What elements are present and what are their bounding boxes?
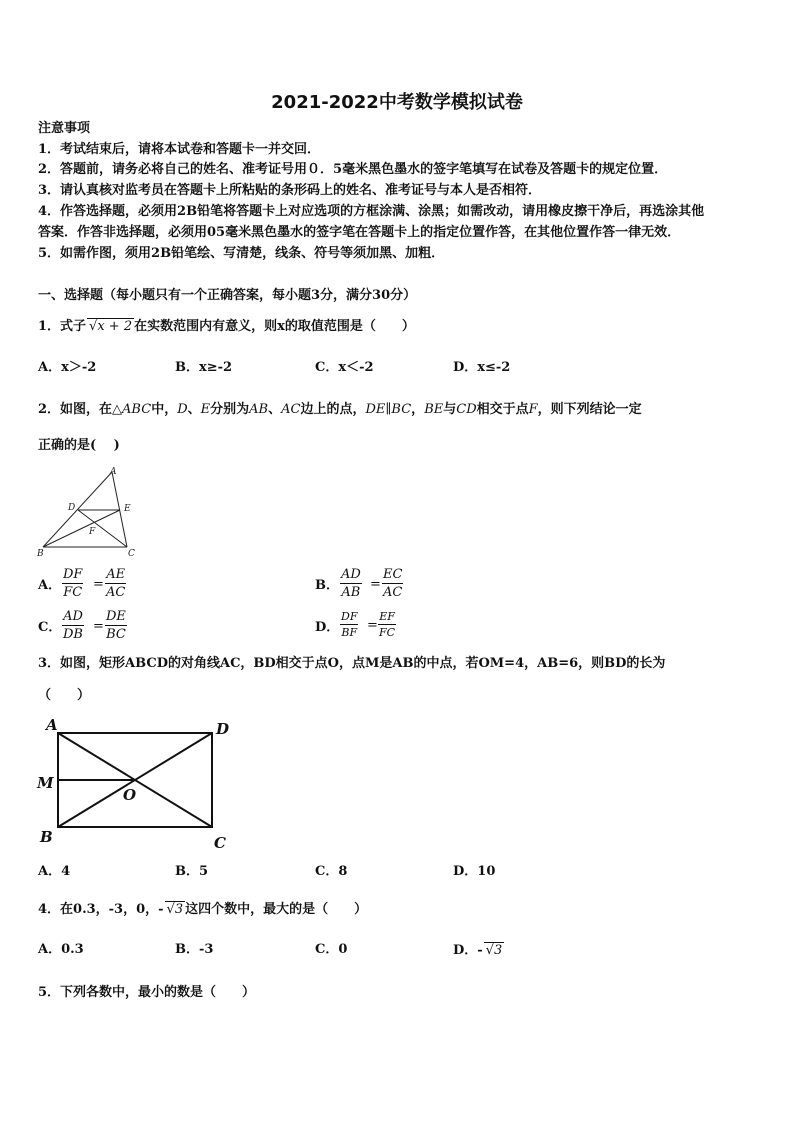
label-a: A [46,716,58,734]
label-e: E [124,504,131,514]
label-o: O [123,786,137,804]
q3-option-b: B．5 [175,864,209,879]
q2-parallel: DE∥BC [365,402,412,417]
page-title: 2021-2022中考数学模拟试卷 [271,92,523,113]
notice-line: 1．考试结束后，请将本试卷和答题卡一并交回． [38,142,321,157]
q2-point-f: F [528,402,538,417]
label-c: C [128,549,135,558]
numerator: AE [106,567,126,582]
numerator: EC [383,567,403,582]
question-5: 5．下列各数中，最小的数是（ ） [38,985,256,1000]
q2-text: 、 [187,402,201,417]
q3-option-c: C．8 [315,864,348,879]
denominator: BC [106,627,126,642]
equals-sign: = [370,577,381,592]
q2-text: 相交于点 [476,402,529,417]
equals-sign: = [93,577,104,592]
denominator: AC [383,585,403,600]
q2-segment-cd: CD [456,402,477,417]
label-m: M [37,774,54,792]
q4-option-d [453,942,504,959]
q2-option-b-label: B． [315,578,339,593]
q4-option-a: A．0.3 [38,942,84,957]
q2-option-a-label: A． [38,578,62,593]
q2-side-ab: AB [249,402,269,417]
denominator: AB [341,585,361,600]
segment-be [43,510,120,547]
label-b: B [40,828,53,846]
label-f: F [89,527,96,537]
notice-line: 3．请认真核对监考员在答题卡上所粘贴的条形码上的姓名、准考证号与本人是否相符． [38,183,542,198]
q1-option-c: C．x＜-2 [315,360,374,375]
question-4 [38,901,367,918]
q2-option-c-frac1 [62,608,84,643]
numerator: AD [63,609,83,624]
question-3: 3．如图，矩形ABCD的对角线AC，BD相交于点O，点M是AB的中点，若OM=4，AB=6，则BD的长为 [38,656,666,671]
label-d: D [216,720,230,738]
q1-suffix: 在实数范围内有意义，则x的取值范围是（ ） [134,319,415,334]
q3-paren: （ ） [38,688,91,703]
denominator: FC [63,585,83,600]
numerator: DF [63,567,83,582]
q2-text: 中， [151,402,178,417]
q2-point-d: D [177,402,188,417]
segment-cd [78,510,127,547]
q1-option-d: D．x≤-2 [453,360,511,375]
q2-text: ，则下列结论一定 [537,402,642,417]
q2-option-a-frac2 [105,566,126,601]
notice-line: 4．作答选择题，必须用2B铅笔将答题卡上对应选项的方框涂满、涂黑；如需改动，请用橡皮擦干净后，再选涂其他 [38,204,705,219]
q1-option-b: B．x≥-2 [175,360,233,375]
q1-radical: √x + 2 [89,319,133,334]
question-1 [38,318,415,335]
q2-option-d-frac1 [340,609,358,640]
q4-option-b: B．-3 [175,942,214,957]
q4-option-d-radicand: 3 [493,943,503,958]
numerator: DF [341,610,358,623]
q4-prefix: 4．在0.3，-3，0，- [38,902,164,917]
q2-option-c-label: C． [38,620,62,635]
q3-rectangle-figure [34,714,244,856]
denominator: DB [63,627,83,642]
q2-text: 、 [268,402,282,417]
q4-radical: √3 [166,902,184,917]
q2-text: ， [411,402,425,417]
q2-triangle: △ABC [112,402,152,417]
q4-option-c: C．0 [315,942,348,957]
q4-radicand: 3 [174,902,184,917]
q2-option-a-frac1 [62,566,83,601]
equals-sign: = [367,618,378,633]
q4-option-d-radical: √3 [485,943,503,958]
q2-side-ac: AC [281,402,301,417]
equals-sign: = [93,619,104,634]
label-c: C [214,834,226,852]
notice-line: 2．答题前，请务必将自己的姓名、准考证号用０．5毫米黑色墨水的签字笔填写在试卷及答题卡的规定位置． [38,162,668,177]
q1-prefix: 1．式子 [38,319,87,334]
label-d: D [68,503,76,513]
notice-line: 5．如需作图，须用2B铅笔绘、写清楚，线条、符号等须加黑、加粗． [38,246,445,261]
denominator: AC [106,585,126,600]
label-a: A [110,467,117,477]
q2-option-d-label: D． [315,620,340,635]
q2-line2: 正确的是( ) [38,438,120,453]
notice-line: 答案．作答非选择题，必须用05毫米黑色墨水的签字笔在答题卡上的指定位置作答，在其他位置作答一律无效． [38,225,681,240]
numerator: EF [379,610,395,623]
q2-text: 边上的点， [300,402,366,417]
q2-option-c-frac2 [105,608,127,643]
section-heading: 一、选择题（每小题只有一个正确答案，每小题3分，满分30分） [38,288,417,303]
q2-point-e: E [200,402,211,417]
numerator: DE [106,609,126,624]
question-2 [38,402,642,418]
q4-option-d-prefix: D．- [453,943,483,958]
q3-option-a: A．4 [38,864,71,879]
denominator: FC [379,626,396,639]
q2-triangle-figure [34,466,146,558]
q2-text: 与 [443,402,457,417]
q3-option-d: D．10 [453,864,496,879]
numerator: AD [341,567,361,582]
label-b: B [37,549,44,558]
denominator: BF [341,626,358,639]
q2-text: 2．如图，在 [38,402,113,417]
q2-segment-be: BE [424,402,444,417]
notice-heading: 注意事项 [38,121,91,136]
q2-text: 分别为 [210,402,250,417]
q1-radicand: x + 2 [97,319,133,334]
q2-option-b-frac2 [382,566,403,601]
q4-suffix: 这四个数中，最大的是（ ） [185,902,368,917]
q2-option-b-frac1 [340,566,362,601]
q2-option-d-frac2 [378,609,396,640]
q1-option-a: A．x＞-2 [38,360,97,375]
